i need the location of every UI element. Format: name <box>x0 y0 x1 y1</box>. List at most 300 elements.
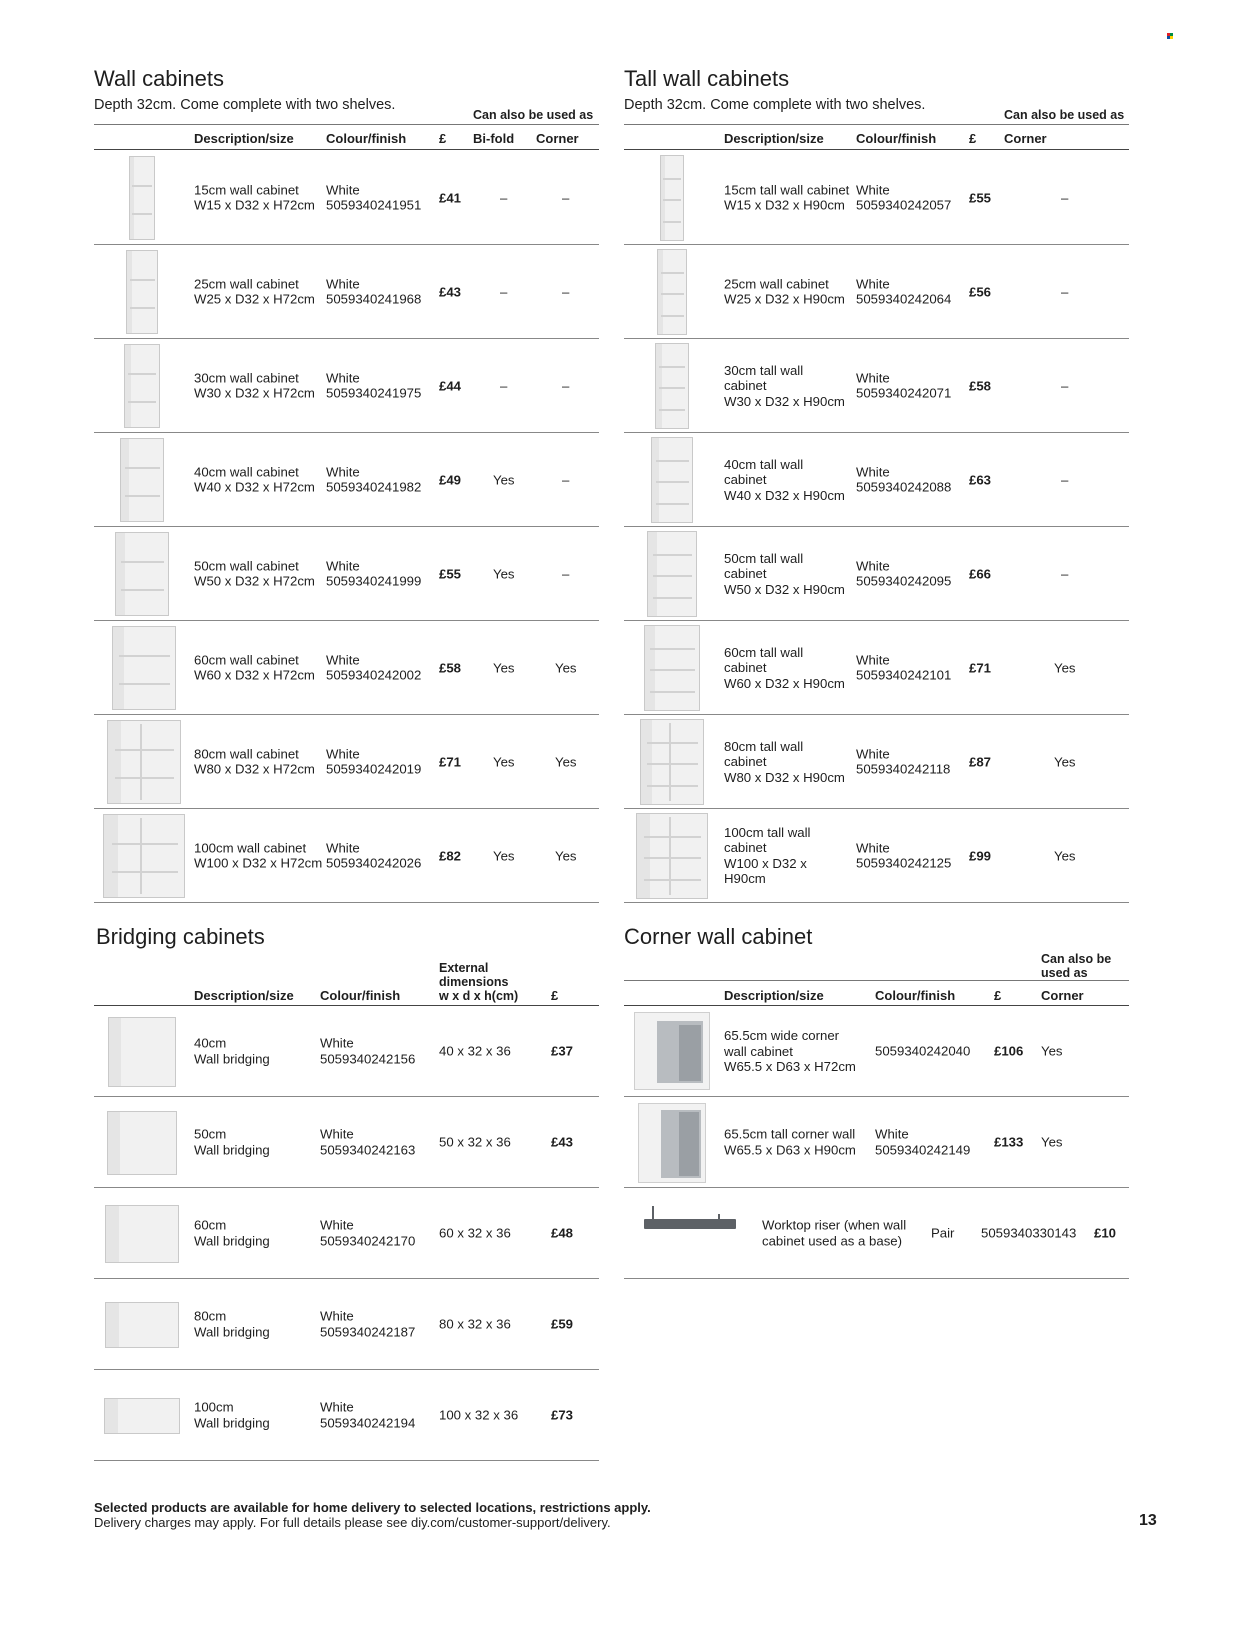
header-description: Description/size <box>724 988 824 1003</box>
colour-line: White <box>856 746 890 761</box>
section-title: Tall wall cabinets <box>624 66 790 91</box>
colour-finish <box>856 370 951 401</box>
desc-line: 100cm <box>194 1399 234 1415</box>
cabinet-shelf <box>650 669 694 671</box>
desc-line: 60cm wall cabinet <box>194 652 299 667</box>
cabinet-image <box>660 155 684 241</box>
price: £55 <box>439 565 462 581</box>
corner-use: Yes <box>1054 847 1076 863</box>
colour-line: 5059340242170 <box>320 1233 416 1248</box>
cabinet-image <box>657 249 687 335</box>
header-colour: Colour/finish <box>875 988 956 1003</box>
colour-line: 5059340242071 <box>856 385 952 401</box>
section-subtitle: Depth 32cm. Come complete with two shelves. <box>94 97 396 113</box>
description <box>194 840 322 871</box>
cabinet-side <box>125 345 131 427</box>
desc-line: W65.5 x D63 x H90cm <box>724 1142 856 1157</box>
desc-line: 80cm tall wall <box>724 738 804 754</box>
cabinet-image <box>105 1205 179 1263</box>
corner-cabinet-image <box>634 1012 710 1090</box>
cabinet-shelf <box>121 589 164 591</box>
desc-line: W50 x D32 x H72cm <box>194 573 315 589</box>
description <box>194 652 315 683</box>
colour-line: White <box>326 464 360 479</box>
table-row <box>624 1188 1129 1279</box>
colour-line: White <box>326 370 360 385</box>
price: £82 <box>439 847 462 863</box>
colour-line: White <box>326 652 360 667</box>
colour-line: White <box>320 1126 354 1142</box>
colour-finish <box>320 1400 415 1431</box>
cabinet-image <box>120 438 164 522</box>
corner-use: – <box>562 189 570 205</box>
colour-finish <box>320 1218 415 1249</box>
colour-line: 5059340242187 <box>320 1324 416 1339</box>
cabinet-shelf <box>644 857 701 859</box>
description <box>724 550 845 597</box>
desc-line: 65.5cm tall corner wall <box>724 1126 856 1142</box>
cabinet-shelf <box>128 373 156 375</box>
product-code: 5059340330143 <box>981 1225 1077 1241</box>
colour-line: White <box>856 840 890 855</box>
colour-line: White <box>326 558 360 573</box>
cabinet-divider <box>140 818 142 893</box>
colour-line: 5059340242088 <box>856 479 952 495</box>
corner-use: – <box>1061 471 1069 487</box>
desc-line: 100cm tall wall <box>724 824 811 840</box>
colour-line: White <box>856 464 890 479</box>
cabinet-image <box>647 531 697 617</box>
bifold-use: – <box>500 283 508 299</box>
cabinet-shelf <box>653 554 692 556</box>
cabinet-shelf <box>132 185 152 187</box>
cabinet-image <box>115 532 169 616</box>
table-row <box>94 1279 599 1370</box>
colour-line: 5059340242019 <box>326 761 422 777</box>
desc-line: W25 x D32 x H72cm <box>194 291 315 307</box>
price: £37 <box>551 1043 574 1059</box>
price: £58 <box>439 659 462 675</box>
colour-line: White <box>326 840 360 855</box>
colour-finish <box>856 276 951 307</box>
colour-finish <box>326 464 421 495</box>
cabinet-image <box>655 343 689 429</box>
price: £66 <box>969 565 992 581</box>
header-corner: Corner <box>1041 988 1084 1003</box>
desc-line: cabinet <box>724 377 767 393</box>
colour-finish <box>326 652 421 683</box>
cabinet-shelf <box>130 307 155 309</box>
price: £63 <box>969 471 992 487</box>
colour-line: White <box>856 276 890 291</box>
cabinet-shelf <box>132 213 152 215</box>
corner-wall-cabinet-section <box>624 924 1129 1284</box>
header-corner: Corner <box>1004 131 1047 146</box>
cabinet-divider <box>669 817 671 894</box>
colour-line: White <box>856 370 890 385</box>
bifold-use: – <box>500 189 508 205</box>
bifold-use: Yes <box>493 565 515 581</box>
cabinet-side <box>106 1303 119 1347</box>
description <box>194 558 315 589</box>
corner-use: – <box>1061 189 1069 205</box>
table-row <box>624 527 1129 621</box>
colour-finish <box>320 1309 415 1340</box>
corner-use: Yes <box>1054 753 1076 769</box>
header-price: £ <box>551 988 559 1003</box>
desc-line: 15cm wall cabinet <box>194 182 299 197</box>
description <box>724 276 845 307</box>
description <box>724 182 849 213</box>
colour-finish <box>326 182 421 213</box>
colour-line: 5059340242149 <box>875 1142 971 1157</box>
external-dimensions: 100 x 32 x 36 <box>439 1407 519 1423</box>
cabinet-side <box>105 1399 118 1433</box>
colour-line: 5059340242002 <box>326 667 422 683</box>
desc-line: cabinet <box>724 753 767 769</box>
section-subtitle: Depth 32cm. Come complete with two shelves. <box>624 97 926 113</box>
footer-line: Delivery charges may apply. For full details please see diy.com/customer-support/delivery. <box>94 1515 611 1530</box>
header-description: Description/size <box>194 988 294 1003</box>
cabinet-side <box>637 814 650 898</box>
description <box>194 1218 270 1249</box>
cabinet-shelf <box>119 683 170 685</box>
table-row <box>624 1006 1129 1097</box>
cabinet-side <box>108 1112 120 1174</box>
table-row <box>94 1006 599 1097</box>
cabinet-image <box>104 1398 180 1434</box>
description <box>724 362 845 409</box>
desc-line: W40 x D32 x H90cm <box>724 487 845 503</box>
colour-line: White <box>320 1035 354 1051</box>
caveat-label <box>1041 952 1111 980</box>
desc-line: 25cm wall cabinet <box>724 276 829 291</box>
cabinet-shelf <box>115 749 174 751</box>
cabinet-shelf <box>130 279 155 281</box>
cabinet-image <box>107 720 181 804</box>
description <box>194 746 315 777</box>
desc-line: 25cm wall cabinet <box>194 276 299 291</box>
cabinet-side <box>645 626 655 710</box>
price: £133 <box>994 1134 1024 1150</box>
table-header <box>94 124 599 150</box>
cabinet-side <box>130 157 134 239</box>
colour-line: White <box>875 1126 909 1142</box>
price: £43 <box>551 1134 574 1150</box>
desc-line: 40cm <box>194 1035 227 1051</box>
colour-finish <box>856 840 951 871</box>
colour-finish <box>320 1036 415 1067</box>
desc-line: W100 x D32 x <box>724 855 807 871</box>
cabinet-shelf <box>659 409 685 411</box>
price: £49 <box>439 471 462 487</box>
external-dimensions: 50 x 32 x 36 <box>439 1134 511 1150</box>
bifold-use: Yes <box>493 659 515 675</box>
cabinet-shelf <box>656 481 689 483</box>
caveat-label: Can also be used as <box>473 108 594 122</box>
corner-use: Yes <box>1054 659 1076 675</box>
cabinet-shelf <box>112 843 178 845</box>
cabinet-shelf <box>121 561 164 563</box>
desc-line: Wall bridging <box>194 1142 270 1157</box>
header-ext-line: dimensions <box>439 975 509 989</box>
bifold-use: – <box>500 377 508 393</box>
footer-note <box>94 1500 651 1530</box>
table-header <box>624 124 1129 150</box>
desc-line: H90cm <box>724 871 766 886</box>
cabinet-shelf <box>128 401 156 403</box>
colour-line: White <box>326 746 360 761</box>
cabinet-shelf <box>661 315 684 317</box>
corner-use: Yes <box>555 753 577 769</box>
price: £87 <box>969 753 992 769</box>
table-row <box>94 1370 599 1461</box>
colour-line: 5059340241999 <box>326 573 422 589</box>
desc-line: cabinet <box>724 471 767 487</box>
desc-line: 30cm wall cabinet <box>194 370 299 385</box>
desc-line: Wall bridging <box>194 1051 270 1066</box>
description <box>194 1400 270 1431</box>
cabinet-shelf <box>653 597 692 599</box>
description <box>724 644 845 691</box>
table-header <box>624 980 1129 1006</box>
price: £106 <box>994 1043 1024 1059</box>
cabinet-image <box>108 1017 176 1087</box>
description <box>194 276 315 307</box>
colour-finish <box>875 1127 970 1158</box>
desc-line: W50 x D32 x H90cm <box>724 581 845 597</box>
cabinet-shelf <box>663 178 681 180</box>
colour-finish <box>320 1127 415 1158</box>
caveat-line: Can also be <box>1041 952 1112 966</box>
cabinet-side <box>108 721 121 803</box>
table-row <box>94 527 599 621</box>
cabinet-image <box>105 1302 179 1348</box>
cabinet-image <box>129 156 155 240</box>
corner-use: – <box>562 377 570 393</box>
description <box>194 370 315 401</box>
cabinet-shelf <box>653 575 692 577</box>
desc-line: W15 x D32 x H72cm <box>194 197 315 213</box>
colour-line: 5059340241982 <box>326 479 422 495</box>
header-price: £ <box>969 131 977 146</box>
colour-line: White <box>320 1217 354 1233</box>
cabinet-side <box>656 344 662 428</box>
table-header <box>94 980 599 1006</box>
description <box>724 825 811 887</box>
cabinet-side <box>127 251 132 333</box>
colour-line: White <box>320 1399 354 1415</box>
desc-line: 30cm tall wall <box>724 362 804 378</box>
table-row <box>94 245 599 339</box>
colour-line: White <box>326 276 360 291</box>
cabinet-shelf <box>115 777 174 779</box>
description <box>194 1127 270 1158</box>
section-title: Bridging cabinets <box>96 924 265 949</box>
desc-line: wall cabinet <box>724 1043 793 1059</box>
corner-use: – <box>1061 565 1069 581</box>
table-row <box>624 1097 1129 1188</box>
desc-line: W60 x D32 x H90cm <box>724 675 845 691</box>
cabinet-image <box>636 813 708 899</box>
corner-use: – <box>562 283 570 299</box>
cabinet-image <box>107 1111 177 1175</box>
corner-use: Yes <box>1041 1134 1063 1150</box>
table-row <box>624 245 1129 339</box>
worktop-riser-image <box>644 1219 736 1229</box>
desc-line: cabinet used as a base) <box>762 1233 903 1248</box>
description <box>762 1218 906 1249</box>
desc-line: W30 x D32 x H90cm <box>724 393 845 409</box>
corner-use: Yes <box>555 847 577 863</box>
cabinet-side <box>648 532 657 616</box>
header-bifold: Bi-fold <box>473 131 515 146</box>
caveat-line: used as <box>1041 966 1088 980</box>
bridging-cabinets-section <box>94 924 599 1464</box>
table-row <box>94 621 599 715</box>
desc-line: W15 x D32 x H90cm <box>724 197 845 213</box>
cabinet-image <box>126 250 158 334</box>
price: £10 <box>1094 1225 1117 1241</box>
bifold-use: Yes <box>493 847 515 863</box>
external-dimensions: 60 x 32 x 36 <box>439 1225 511 1241</box>
table-row <box>624 715 1129 809</box>
price: £48 <box>551 1225 574 1241</box>
desc-line: W30 x D32 x H72cm <box>194 385 315 401</box>
cabinet-image <box>651 437 693 523</box>
cabinet-shelf <box>650 691 694 693</box>
colour-line: White <box>320 1308 354 1324</box>
cabinet-shelf <box>647 763 698 765</box>
colour-finish <box>856 558 951 589</box>
colour-finish <box>326 840 421 871</box>
desc-line: Wall bridging <box>194 1233 270 1248</box>
table-row <box>624 151 1129 245</box>
colour-line: 5059340242064 <box>856 291 952 307</box>
cabinet-shelf <box>659 387 685 389</box>
price: £56 <box>969 283 992 299</box>
price: £43 <box>439 283 462 299</box>
desc-line: 65.5cm wide corner <box>724 1027 840 1043</box>
bifold-use: Yes <box>493 471 515 487</box>
cabinet-shelf <box>650 648 694 650</box>
cabinet-shelf <box>663 221 681 223</box>
desc-line: cabinet <box>724 659 767 675</box>
colour-line: 5059340242194 <box>320 1415 416 1430</box>
cabinet-shelf <box>125 467 159 469</box>
desc-line: W80 x D32 x H90cm <box>724 769 845 785</box>
cabinet-side <box>116 533 125 615</box>
price: £99 <box>969 847 992 863</box>
external-dimensions: 80 x 32 x 36 <box>439 1316 511 1332</box>
desc-line: W60 x D32 x H72cm <box>194 667 315 683</box>
cabinet-side <box>658 250 663 334</box>
desc-line: W100 x D32 x H72cm <box>194 855 323 871</box>
cabinet-shelf <box>656 503 689 505</box>
cabinet-shelf <box>119 655 170 657</box>
cabinet-image <box>640 719 704 805</box>
section-title: Wall cabinets <box>94 66 225 91</box>
table-row <box>94 715 599 809</box>
cabinet-image <box>112 626 176 710</box>
bifold-use: Yes <box>493 753 515 769</box>
price: £71 <box>439 753 462 769</box>
cabinet-side <box>104 815 118 897</box>
desc-line: 40cm tall wall <box>724 456 804 472</box>
cabinet-shelf <box>661 272 684 274</box>
colour-finish <box>856 464 951 495</box>
colour-finish <box>326 558 421 589</box>
desc-line: W25 x D32 x H90cm <box>724 291 845 307</box>
tall-corner-cabinet-image <box>638 1103 706 1183</box>
cabinet-shelf <box>644 879 701 881</box>
desc-line: 80cm <box>194 1308 227 1324</box>
desc-line: Wall bridging <box>194 1324 270 1339</box>
desc-line: 40cm wall cabinet <box>194 464 299 479</box>
colour-line: White <box>856 652 890 667</box>
colour-line: White <box>856 558 890 573</box>
cabinet-shelf <box>647 742 698 744</box>
desc-line: 60cm tall wall <box>724 644 804 660</box>
price: £44 <box>439 377 462 393</box>
cabinet-shelf <box>663 199 681 201</box>
cabinet-divider <box>669 723 671 800</box>
header-colour: Colour/finish <box>856 131 937 146</box>
desc-line: W40 x D32 x H72cm <box>194 479 315 495</box>
description <box>194 182 315 213</box>
desc-line: cabinet <box>724 840 767 855</box>
description <box>724 456 845 503</box>
colour-finish <box>326 746 421 777</box>
table-row <box>94 809 599 903</box>
colour-finish: Pair <box>931 1225 955 1241</box>
description <box>194 1036 270 1067</box>
header-description: Description/size <box>194 131 294 146</box>
colour-line: 5059340242118 <box>856 761 951 777</box>
colour-finish <box>326 370 421 401</box>
colour-line: 5059340242101 <box>856 667 952 683</box>
header-price: £ <box>439 131 447 146</box>
header-price: £ <box>994 988 1002 1003</box>
price: £71 <box>969 659 992 675</box>
table-row <box>624 809 1129 903</box>
cabinet-shelf <box>659 366 685 368</box>
colour-line: 5059340241951 <box>326 197 422 213</box>
corner-use: Yes <box>555 659 577 675</box>
header-colour: Colour/finish <box>320 988 401 1003</box>
desc-line: 60cm <box>194 1217 227 1233</box>
table-row <box>94 433 599 527</box>
description <box>724 738 845 785</box>
table-row <box>94 1188 599 1279</box>
table-row <box>624 433 1129 527</box>
brand-mark-icon <box>1167 33 1173 39</box>
description <box>194 464 315 495</box>
header-colour: Colour/finish <box>326 131 407 146</box>
desc-line: 80cm wall cabinet <box>194 746 299 761</box>
desc-line: 50cm <box>194 1126 227 1142</box>
desc-line: Worktop riser (when wall <box>762 1217 907 1233</box>
colour-line: 5059340241975 <box>326 385 422 401</box>
colour-line: 5059340242163 <box>320 1142 416 1157</box>
cabinet-side <box>652 438 659 522</box>
desc-line: 50cm tall wall <box>724 550 804 566</box>
caveat-label: Can also be used as <box>1004 108 1125 122</box>
desc-line: Wall bridging <box>194 1415 270 1430</box>
riser-leg <box>718 1214 720 1222</box>
price: £41 <box>439 189 462 205</box>
description <box>724 1028 856 1075</box>
